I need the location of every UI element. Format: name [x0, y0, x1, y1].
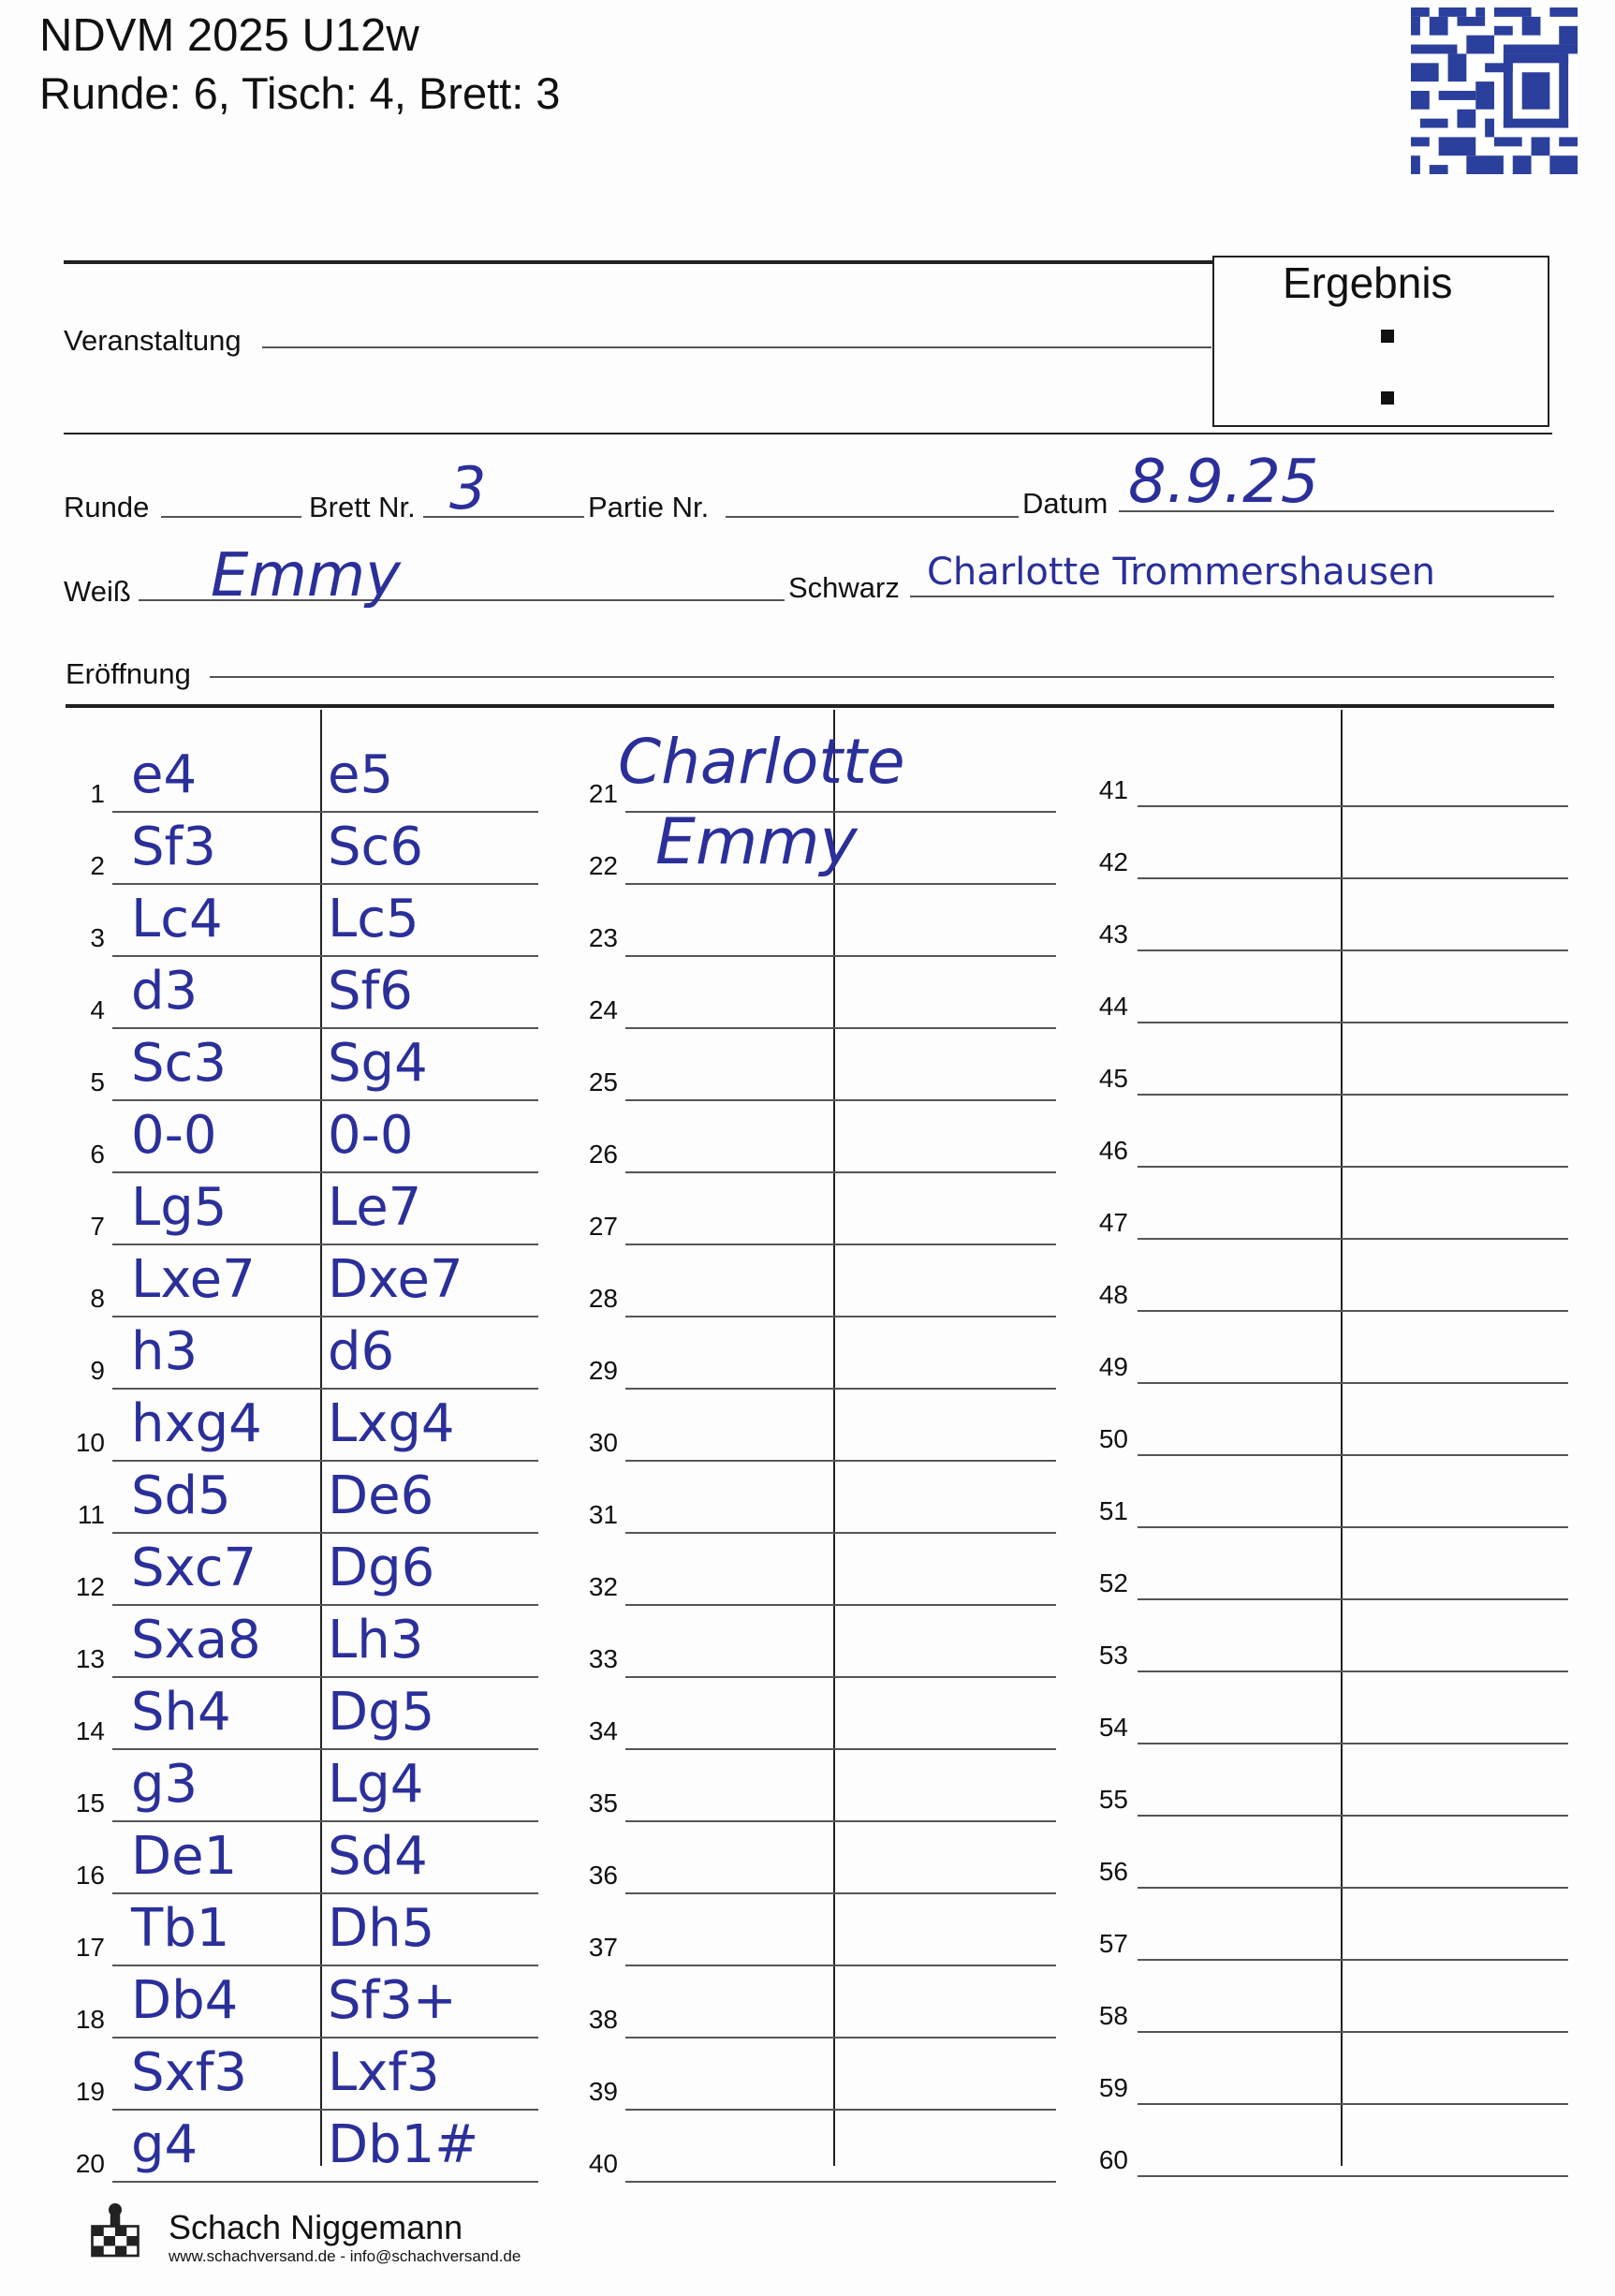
move-number: 4	[90, 995, 105, 1024]
col2-separator	[833, 710, 835, 2166]
move-row-rule[interactable]	[1138, 1743, 1568, 1744]
white-move: d3	[131, 961, 198, 1022]
move-row-rule[interactable]	[625, 1099, 1056, 1101]
move-number: 18	[75, 2005, 105, 2034]
move-number: 6	[90, 1140, 105, 1169]
board-label: Brett Nr.	[309, 491, 416, 523]
white-value: Emmy	[211, 541, 401, 611]
move-number: 44	[1098, 992, 1128, 1021]
move-row-rule[interactable]	[625, 955, 1056, 957]
move-row-rule[interactable]	[1138, 2103, 1568, 2105]
move-row-rule	[112, 955, 538, 957]
move-row-rule[interactable]	[625, 1171, 1056, 1173]
black-move: Db1#	[328, 2114, 479, 2175]
white-move: e4	[131, 744, 198, 805]
move-number: 24	[588, 995, 618, 1024]
move-number: 54	[1098, 1713, 1128, 1742]
move-row-rule[interactable]	[625, 1316, 1056, 1317]
move-row-rule[interactable]	[625, 1965, 1056, 1966]
move-number: 13	[75, 1644, 105, 1673]
black-move: d6	[328, 1321, 395, 1382]
move-row-rule[interactable]	[1138, 877, 1568, 879]
white-move: hxg4	[131, 1393, 262, 1454]
black-move: Sg4	[328, 1033, 428, 1094]
move-row-rule	[112, 1027, 538, 1029]
opening-label: Eröffnung	[66, 657, 191, 690]
event-field[interactable]	[262, 346, 1211, 348]
move-row-rule	[112, 811, 538, 813]
move-row-rule[interactable]	[1138, 805, 1568, 807]
black-value: Charlotte Trommershausen	[927, 551, 1435, 594]
move-number: 40	[588, 2149, 618, 2178]
move-row-rule	[112, 883, 538, 885]
move-number: 27	[588, 1212, 618, 1241]
move-number: 57	[1098, 1929, 1128, 1958]
move-row-rule	[112, 1099, 538, 1101]
note-emmy: Emmy	[655, 805, 858, 879]
move-number: 38	[588, 2005, 618, 2034]
move-number: 11	[77, 1500, 105, 1529]
move-number: 3	[90, 923, 105, 952]
white-move: h3	[131, 1321, 198, 1382]
white-move: Sh4	[131, 1682, 231, 1743]
black-move: Lc5	[328, 889, 419, 949]
white-move: De1	[131, 1826, 238, 1887]
move-number: 58	[1098, 2001, 1128, 2030]
white-move: Db4	[131, 1970, 239, 2031]
move-number: 55	[1098, 1785, 1128, 1814]
result-label: Ergebnis	[1283, 258, 1453, 307]
move-number: 23	[588, 923, 618, 952]
move-row-rule	[112, 1748, 538, 1750]
move-number: 16	[75, 1861, 105, 1890]
move-row-rule[interactable]	[1138, 1959, 1568, 1961]
white-move: Sf3	[131, 817, 216, 877]
black-move: Lh3	[328, 1610, 424, 1670]
company-contact: www.schachversand.de - info@schachversand.de	[169, 2247, 521, 2265]
move-row-rule	[112, 1532, 538, 1534]
white-label: Weiß	[64, 575, 131, 608]
white-move: Sd5	[131, 1465, 231, 1526]
move-number: 47	[1098, 1208, 1128, 1237]
move-row-rule	[112, 1316, 538, 1317]
result-mark-black	[1381, 391, 1394, 405]
move-number: 14	[75, 1716, 105, 1745]
sheet-subtitle: Runde: 6, Tisch: 4, Brett: 3	[39, 68, 561, 118]
move-row-rule	[112, 1965, 538, 1966]
move-row-rule[interactable]	[1138, 2031, 1568, 2033]
white-move: Sxc7	[131, 1538, 257, 1598]
move-number: 5	[90, 1067, 105, 1096]
move-number: 35	[588, 1788, 618, 1818]
white-move: Lg5	[131, 1177, 228, 1238]
move-number: 10	[75, 1428, 105, 1457]
white-move: g4	[131, 2114, 198, 2175]
board-field[interactable]	[423, 516, 584, 518]
move-number: 56	[1098, 1857, 1128, 1886]
qr-code-icon	[1409, 7, 1579, 174]
move-row-rule	[112, 1244, 538, 1245]
move-row-rule	[112, 1460, 538, 1462]
move-row-rule[interactable]	[625, 1027, 1056, 1029]
move-number: 37	[588, 1933, 618, 1962]
game-field[interactable]	[726, 516, 1019, 518]
move-row-rule[interactable]	[625, 1604, 1056, 1606]
move-row-rule[interactable]	[1138, 949, 1568, 951]
white-move: 0-0	[131, 1105, 217, 1166]
move-number: 53	[1098, 1641, 1128, 1670]
move-row-rule[interactable]	[625, 1676, 1056, 1678]
black-move: Lg4	[328, 1754, 424, 1815]
move-number: 41	[1098, 775, 1128, 804]
white-move: Sxf3	[131, 2042, 248, 2103]
move-row-rule	[112, 1604, 538, 1606]
move-row-rule[interactable]	[1138, 1670, 1568, 1672]
move-number: 52	[1098, 1568, 1128, 1597]
move-number: 19	[75, 2077, 105, 2106]
move-number: 31	[588, 1500, 618, 1529]
move-number: 25	[588, 1067, 618, 1096]
move-row-rule[interactable]	[625, 2109, 1056, 2111]
move-row-rule	[112, 1171, 538, 1173]
move-number: 60	[1098, 2145, 1128, 2174]
move-row-rule[interactable]	[1138, 1887, 1568, 1889]
move-row-rule[interactable]	[625, 1748, 1056, 1750]
white-move: Sc3	[131, 1033, 227, 1094]
game-label: Partie Nr.	[588, 491, 710, 523]
move-number: 39	[588, 2077, 618, 2106]
chess-logo-icon	[82, 2197, 148, 2262]
event-bottom-rule	[64, 433, 1552, 434]
move-number: 22	[588, 851, 618, 880]
move-row-rule[interactable]	[625, 2037, 1056, 2038]
black-move: Lxf3	[328, 2042, 440, 2103]
black-move: Lxg4	[328, 1393, 455, 1454]
white-move: Tb1	[131, 1898, 230, 1959]
company-name: Schach Niggemann	[169, 2208, 463, 2246]
black-move: Sf6	[328, 961, 413, 1022]
move-row-rule	[112, 1892, 538, 1894]
move-number: 48	[1098, 1280, 1128, 1309]
white-move: Lxe7	[131, 1249, 256, 1310]
move-row-rule	[112, 2109, 538, 2111]
white-move: Lc4	[131, 889, 223, 949]
move-row-rule[interactable]	[625, 1532, 1056, 1534]
black-move: Dg6	[328, 1538, 435, 1598]
move-row-rule[interactable]	[625, 883, 1056, 885]
black-move: Le7	[328, 1177, 422, 1238]
black-move: Dh5	[328, 1898, 435, 1959]
white-move: Sxa8	[131, 1610, 261, 1670]
move-number: 12	[75, 1572, 105, 1601]
move-number: 49	[1098, 1352, 1128, 1381]
white-move: g3	[131, 1754, 198, 1815]
sheet-title: NDVM 2025 U12w	[39, 10, 419, 61]
move-number: 17	[75, 1933, 105, 1962]
move-number: 59	[1098, 2073, 1128, 2102]
col1-separator	[320, 710, 322, 2166]
board-value: 3	[449, 454, 487, 522]
move-number: 29	[588, 1356, 618, 1385]
move-row-rule	[112, 2037, 538, 2038]
move-row-rule	[112, 1388, 538, 1390]
black-move: Sc6	[328, 817, 423, 877]
move-row-rule[interactable]	[1138, 1238, 1568, 1240]
opening-field[interactable]	[210, 676, 1554, 678]
move-number: 46	[1098, 1136, 1128, 1165]
move-number: 26	[588, 1140, 618, 1169]
move-number: 15	[75, 1788, 105, 1818]
move-row-rule[interactable]	[1138, 1382, 1568, 1384]
move-number: 1	[90, 779, 105, 808]
black-move: Dg5	[328, 1682, 435, 1743]
date-label: Datum	[1022, 487, 1108, 520]
move-number: 28	[588, 1284, 618, 1313]
black-move: De6	[328, 1465, 434, 1526]
move-number: 33	[588, 1644, 618, 1673]
move-number: 9	[90, 1356, 105, 1385]
move-row-rule	[112, 2181, 538, 2183]
black-move: Sf3+	[328, 1970, 457, 2031]
move-row-rule[interactable]	[625, 1244, 1056, 1245]
move-number: 42	[1098, 847, 1128, 876]
move-number: 51	[1098, 1496, 1128, 1525]
round-label: Runde	[64, 491, 150, 523]
black-move: 0-0	[328, 1105, 414, 1166]
move-row-rule[interactable]	[1138, 1815, 1568, 1817]
move-row-rule[interactable]	[625, 1388, 1056, 1390]
move-row-rule[interactable]	[625, 1892, 1056, 1894]
black-label: Schwarz	[788, 571, 900, 604]
move-number: 2	[90, 851, 105, 880]
move-number: 8	[90, 1284, 105, 1313]
move-number: 50	[1098, 1424, 1128, 1453]
move-number: 32	[588, 1572, 618, 1601]
move-row-rule[interactable]	[1138, 1094, 1568, 1096]
move-row-rule[interactable]	[1138, 1166, 1568, 1168]
move-row-rule[interactable]	[625, 1820, 1056, 1822]
black-field[interactable]	[910, 596, 1554, 597]
move-row-rule[interactable]	[1138, 2175, 1568, 2177]
black-move: Sd4	[328, 1826, 428, 1887]
move-number: 21	[588, 779, 618, 808]
note-charlotte: Charlotte	[618, 726, 905, 798]
move-number: 34	[588, 1716, 618, 1745]
move-row-rule[interactable]	[1138, 1454, 1568, 1456]
move-row-rule[interactable]	[625, 2181, 1056, 2183]
move-number: 36	[588, 1861, 618, 1890]
result-mark-white	[1381, 330, 1394, 343]
round-field[interactable]	[161, 516, 301, 518]
move-row-rule[interactable]	[1138, 1310, 1568, 1312]
event-label: Veranstaltung	[64, 324, 242, 357]
form-top-rule	[64, 260, 1212, 264]
date-value: 8.9.25	[1128, 448, 1319, 517]
black-move: e5	[328, 744, 394, 805]
move-number: 43	[1098, 920, 1128, 949]
move-row-rule	[112, 1820, 538, 1822]
move-row-rule[interactable]	[1138, 1022, 1568, 1023]
move-row-rule[interactable]	[1138, 1598, 1568, 1600]
move-number: 20	[75, 2149, 105, 2178]
move-number: 30	[588, 1428, 618, 1457]
moves-top-rule	[66, 704, 1554, 708]
black-move: Dxe7	[328, 1249, 463, 1310]
move-row-rule	[112, 1676, 538, 1678]
move-number: 7	[90, 1212, 105, 1241]
move-row-rule[interactable]	[1138, 1526, 1568, 1528]
move-row-rule[interactable]	[625, 1460, 1056, 1462]
move-number: 45	[1098, 1064, 1128, 1093]
col3-separator	[1341, 710, 1343, 2166]
